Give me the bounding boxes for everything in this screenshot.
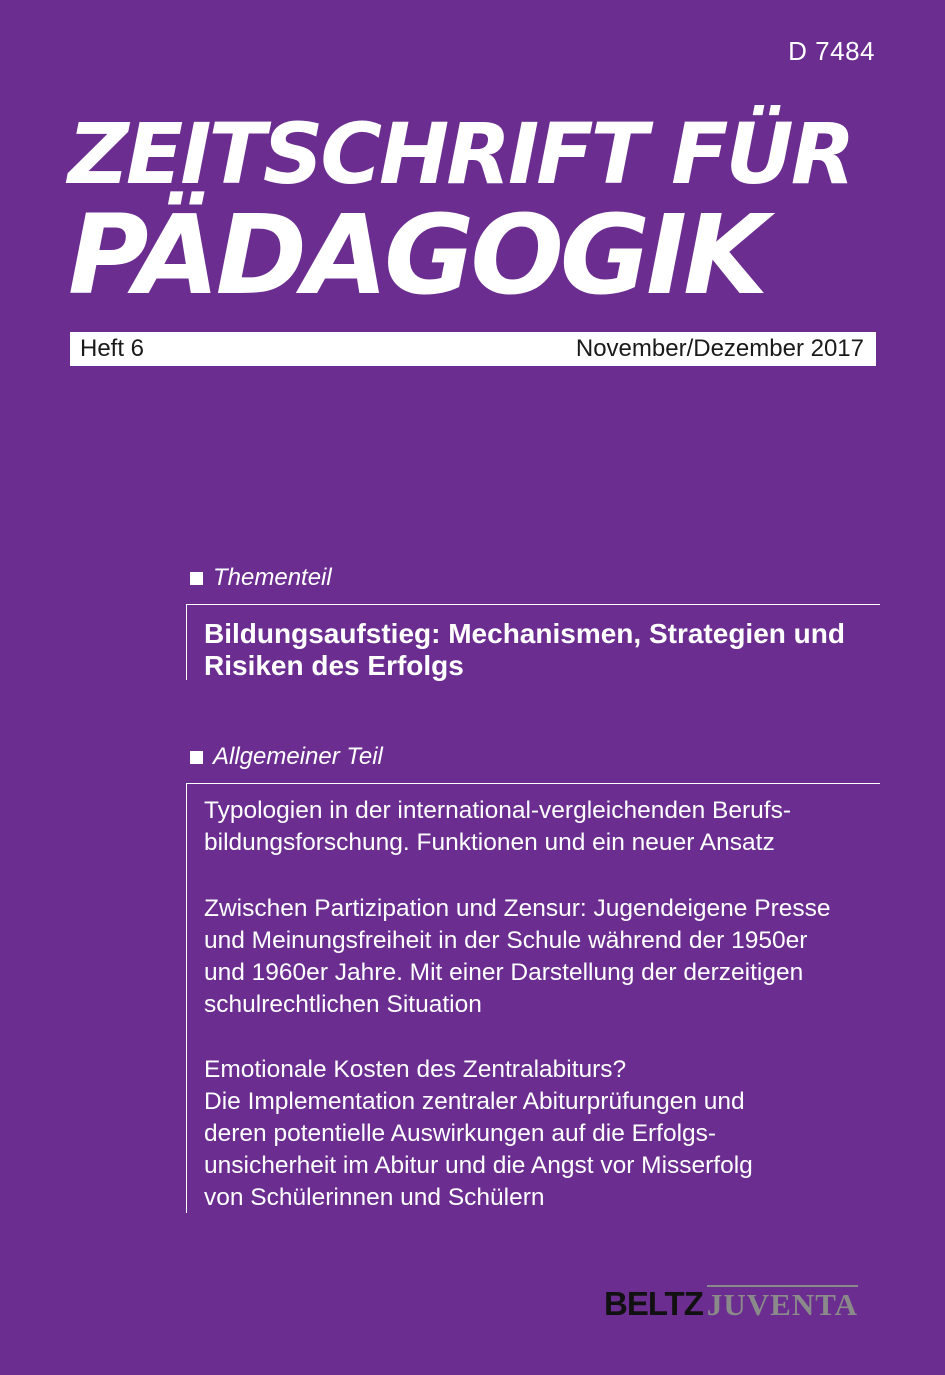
theme-title: Bildungsaufstieg: Mechanismen, Strategien und Risiken des Erfolgs [204,618,845,681]
article-title: Emotionale Kosten des Zentralabiturs? Die Implementation zentraler Abiturprüfungen und deren potentielle Auswirkungen auf die Erfolgs- unsicherheit im Abitur und die Angst vor Misserfolg von Schülerinnen und Schülern [204,1056,753,1211]
publisher-name-juventa-wrap [707,1285,858,1320]
issue-number: Heft 6 [80,335,145,362]
publisher-name-beltz: BELTZ [604,1285,703,1322]
issue-bar [70,332,876,366]
square-bullet-icon [190,751,203,764]
general-section-label: Allgemeiner Teil [213,743,383,770]
theme-section-heading [190,564,332,592]
square-bullet-icon [190,572,203,585]
article-title: Zwischen Partizipation und Zensur: Jugendeigene Presse und Meinungsfreiheit in der Schule während der 1950er und 1960er Jahre. Mit einer Darstellung der derzeitigen schulrechtlichen Situation [204,895,831,1018]
publisher-name-juventa: JUVENTA [706,1287,858,1322]
logo-rule [707,1285,858,1287]
publisher-logo [604,1284,888,1320]
publication-code: D 7484 [788,36,875,66]
journal-title-line-2: PÄDAGOGIK [68,191,765,319]
issue-date: November/Dezember 2017 [575,335,864,362]
theme-section-label: Thementeil [213,564,332,591]
general-section-heading [190,743,383,771]
journal-title-line-1: ZEITSCHRIFT FÜR [68,105,853,203]
article-title: Typologien in der international-vergleichenden Berufs- bildungsforschung. Funktionen und ein neuer Ansatz [204,797,791,856]
